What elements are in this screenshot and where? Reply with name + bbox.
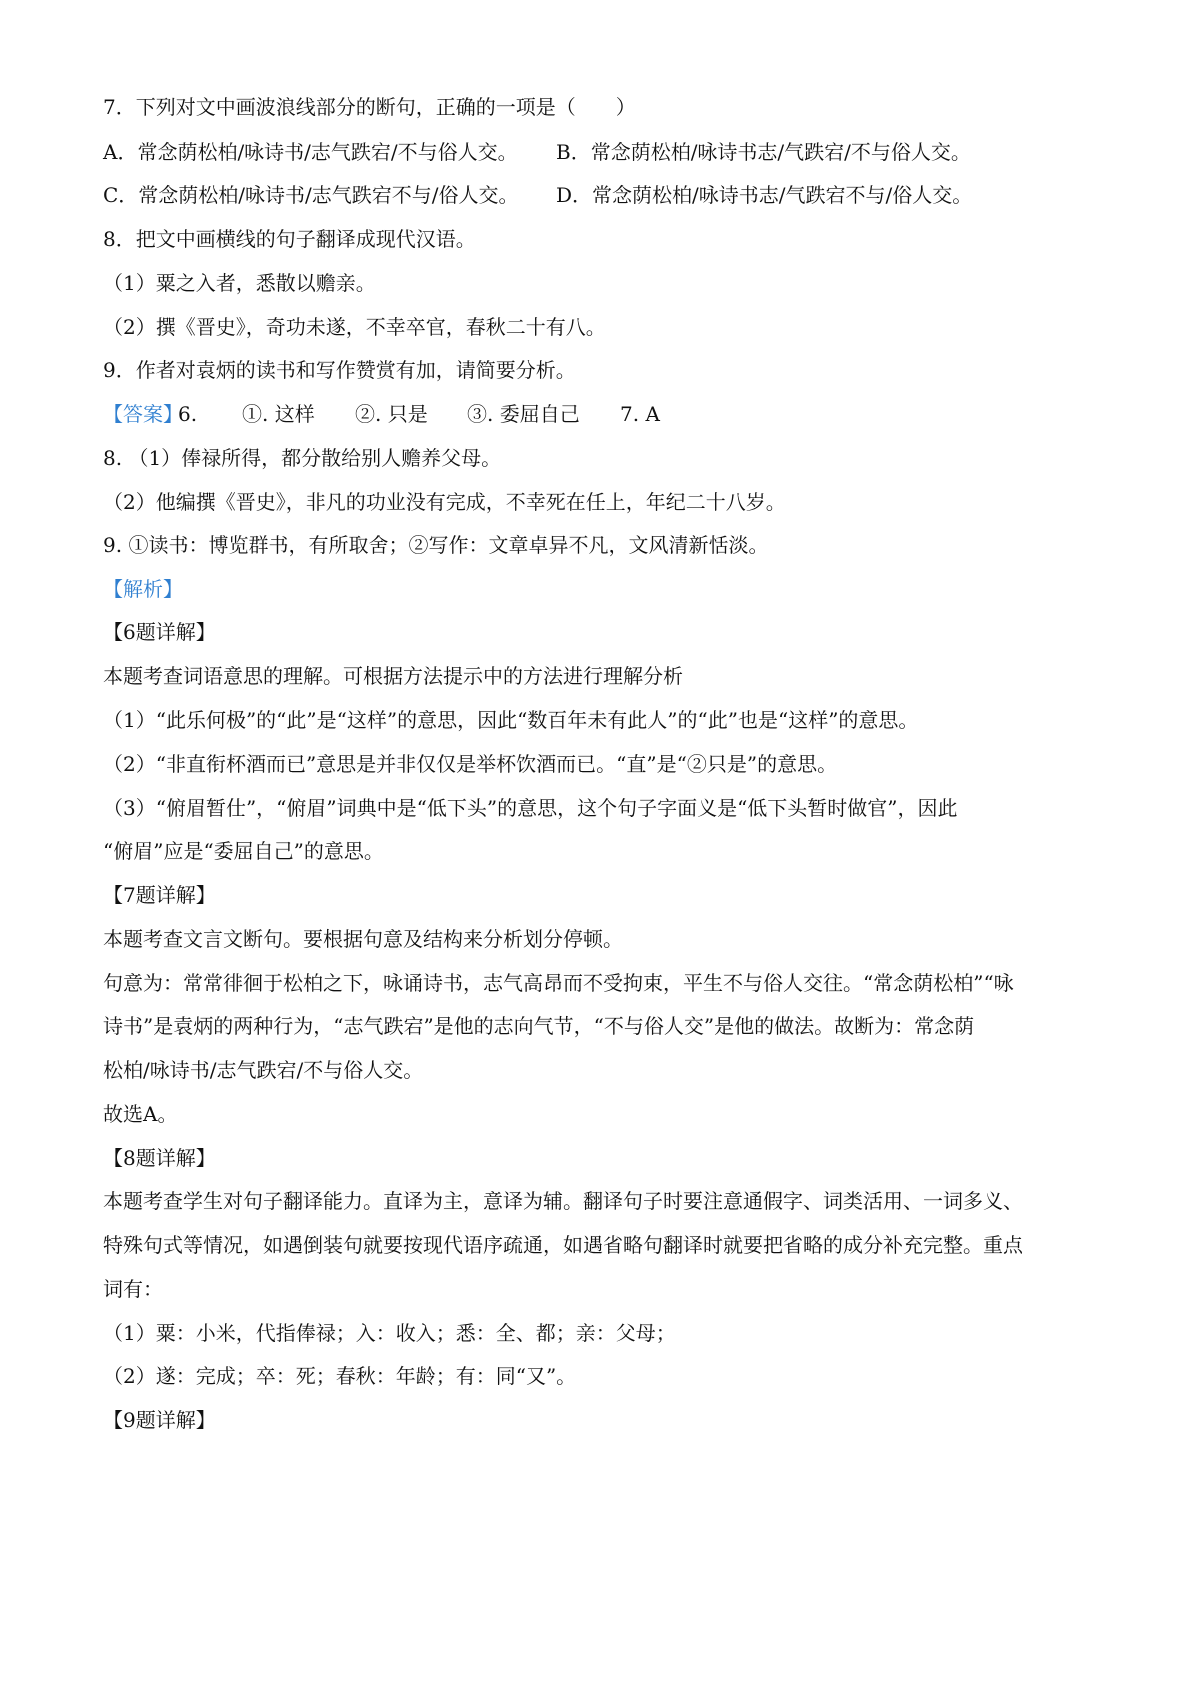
q7-option-b: B．常念荫松柏/咏诗书志/气跌宕/不与俗人交。 xyxy=(556,140,971,164)
q8-detail-heading: 【8题详解】 xyxy=(103,1146,216,1170)
q6-detail-2: （2）“非直衔杯酒而已”意思是并非仅仅是举杯饮酒而已。“直”是“②只是”的意思。 xyxy=(103,752,838,776)
q8-sentence-2: （2）撰《晋史》，奇功未遂，不幸卒官，春秋二十有八。 xyxy=(103,315,606,339)
answer-tag: 【答案】 xyxy=(103,402,183,426)
answer-line xyxy=(103,404,183,424)
answer-q8-2: （2）他编撰《晋史》，非凡的功业没有完成，不幸死在任上，年纪二十八岁。 xyxy=(103,490,786,514)
q7-detail-heading: 【7题详解】 xyxy=(103,883,216,907)
q7-detail-c: 松柏/咏诗书/志气跌宕/不与俗人交。 xyxy=(103,1058,424,1082)
analysis-tag: 【解析】 xyxy=(103,577,183,601)
answer-q6-number: 6. xyxy=(178,402,198,426)
answer-q6-1: ①. 这样 xyxy=(242,402,315,426)
q6-detail-1: （1）“此乐何极”的“此”是“这样”的意思，因此“数百年未有此人”的“此”也是“这样”的意思。 xyxy=(103,708,919,732)
q8-detail-2: （2）遂：完成；卒：死；春秋：年龄；有：同“又”。 xyxy=(103,1364,577,1388)
q8-stem: 8．把文中画横线的句子翻译成现代汉语。 xyxy=(103,227,476,251)
q7-option-a: A．常念荫松柏/咏诗书/志气跌宕/不与俗人交。 xyxy=(103,140,518,164)
q9-stem: 9．作者对袁炳的读书和写作赞赏有加，请简要分析。 xyxy=(103,358,576,382)
q7-stem: 7．下列对文中画波浪线部分的断句，正确的一项是（ ） xyxy=(103,95,636,119)
q8-detail-c: 词有： xyxy=(103,1277,163,1301)
answer-q9: 9. ①读书：博览群书，有所取舍；②写作：文章卓异不凡，文风清新恬淡。 xyxy=(103,533,769,557)
q7-option-d: D．常念荫松柏/咏诗书志/气跌宕不与/俗人交。 xyxy=(556,183,973,207)
q6-detail-3a: （3）“俯眉暂仕”，“俯眉”词典中是“低下头”的意思，这个句子字面义是“低下头暂时做官”，因此 xyxy=(103,796,958,820)
q8-detail-a: 本题考查学生对句子翻译能力。直译为主，意译为辅。翻译句子时要注意通假字、词类活用、一词多义、 xyxy=(103,1189,1023,1213)
answer-q6-2: ②. 只是 xyxy=(355,402,428,426)
q8-detail-b: 特殊句式等情况，如遇倒装句就要按现代语序疏通，如遇省略句翻译时就要把省略的成分补充完整。重点 xyxy=(103,1233,1023,1257)
q6-detail-3b: “俯眉”应是“委屈自己”的意思。 xyxy=(103,839,384,863)
answer-q6-3: ③. 委屈自己 xyxy=(467,402,580,426)
q9-detail-heading: 【9题详解】 xyxy=(103,1408,216,1432)
q8-detail-1: （1）粟：小米，代指俸禄；入：收入；悉：全、都；亲：父母； xyxy=(103,1321,676,1345)
q7-detail-intro: 本题考查文言文断句。要根据句意及结构来分析划分停顿。 xyxy=(103,927,623,951)
q8-sentence-1: （1）粟之入者，悉散以赡亲。 xyxy=(103,271,376,295)
answer-q7: 7. A xyxy=(620,402,660,426)
q7-detail-a: 句意为：常常徘徊于松柏之下，咏诵诗书，志气高昂而不受拘束，平生不与俗人交往。“常念荫松柏”“咏 xyxy=(103,971,1014,995)
q7-option-c: C．常念荫松柏/咏诗书/志气跌宕不与/俗人交。 xyxy=(103,183,519,207)
answer-q8-1: 8. （1）俸禄所得，都分散给别人赡养父母。 xyxy=(103,446,502,470)
q7-detail-d: 故选A。 xyxy=(103,1102,178,1126)
q6-detail-intro: 本题考查词语意思的理解。可根据方法提示中的方法进行理解分析 xyxy=(103,664,683,688)
q7-detail-b: 诗书”是袁炳的两种行为，“志气跌宕”是他的志向气节，“不与俗人交”是他的做法。故断为：常念荫 xyxy=(103,1014,975,1038)
q6-detail-heading: 【6题详解】 xyxy=(103,620,216,644)
